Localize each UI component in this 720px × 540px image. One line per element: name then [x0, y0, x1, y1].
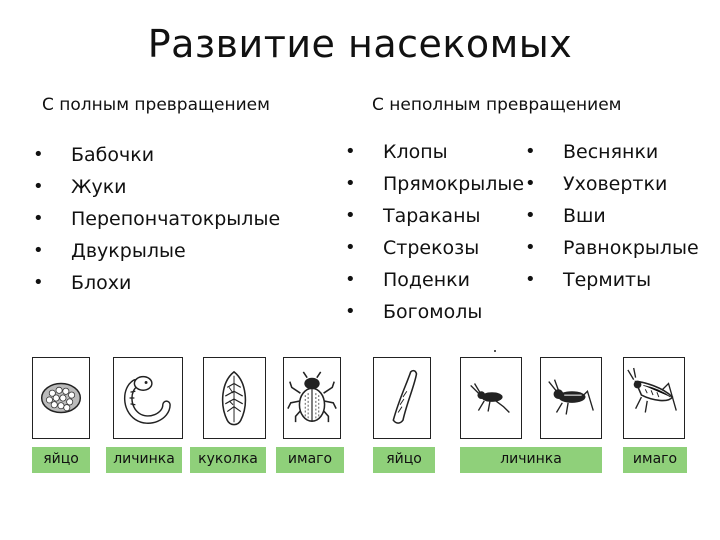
imago-beetle-frame [283, 357, 341, 439]
nymph-large-frame [540, 357, 602, 439]
stage-label-egg: яйцо [32, 447, 90, 473]
stage-label-pupa: куколка [190, 447, 266, 473]
list-item: • Тараканы [345, 200, 524, 232]
list-item: • Двукрылые [33, 235, 280, 267]
pupa-frame [203, 357, 266, 439]
pupa-icon [204, 358, 265, 438]
nymph-frame [460, 357, 522, 439]
list-item: • Блохи [33, 267, 280, 299]
larva-icon [114, 358, 182, 438]
list-item: • Равнокрылые [525, 232, 699, 264]
stray-dot [494, 350, 496, 352]
nymph-icon [461, 358, 521, 438]
complete-orders-list [33, 139, 280, 299]
list-item: • Прямокрылые [345, 168, 524, 200]
grasshopper-icon [624, 358, 684, 438]
list-item: • Стрекозы [345, 232, 524, 264]
incomplete-orders-list-2 [525, 136, 699, 296]
complete-heading: С полным превращением [42, 95, 270, 115]
list-item: • Богомолы [345, 296, 524, 328]
larva-frame [113, 357, 183, 439]
list-item: • Вши [525, 200, 699, 232]
stage-label-imago-incomplete: имаго [623, 447, 687, 473]
stage-label-imago: имаго [276, 447, 344, 473]
list-item: • Клопы [345, 136, 524, 168]
beetle-icon [284, 358, 340, 438]
list-item: • Жуки [33, 171, 280, 203]
incomplete-heading: С неполным превращением [372, 95, 622, 115]
stage-label-egg-incomplete: яйцо [373, 447, 435, 473]
stage-label-larva-incomplete: личинка [460, 447, 602, 473]
incomplete-orders-list-1 [345, 136, 524, 328]
egg-pod-frame [373, 357, 431, 439]
nymph-large-icon [541, 358, 601, 438]
list-item: • Поденки [345, 264, 524, 296]
list-item: • Перепончатокрылые [33, 203, 280, 235]
stage-label-larva: личинка [106, 447, 182, 473]
egg-icon [33, 358, 89, 438]
list-item: • Термиты [525, 264, 699, 296]
egg-pod-icon [374, 358, 430, 438]
egg-frame [32, 357, 90, 439]
grasshopper-frame [623, 357, 685, 439]
list-item: • Веснянки [525, 136, 699, 168]
page-title: Развитие насекомых [147, 22, 573, 66]
list-item: • Бабочки [33, 139, 280, 171]
list-item: • Уховертки [525, 168, 699, 200]
